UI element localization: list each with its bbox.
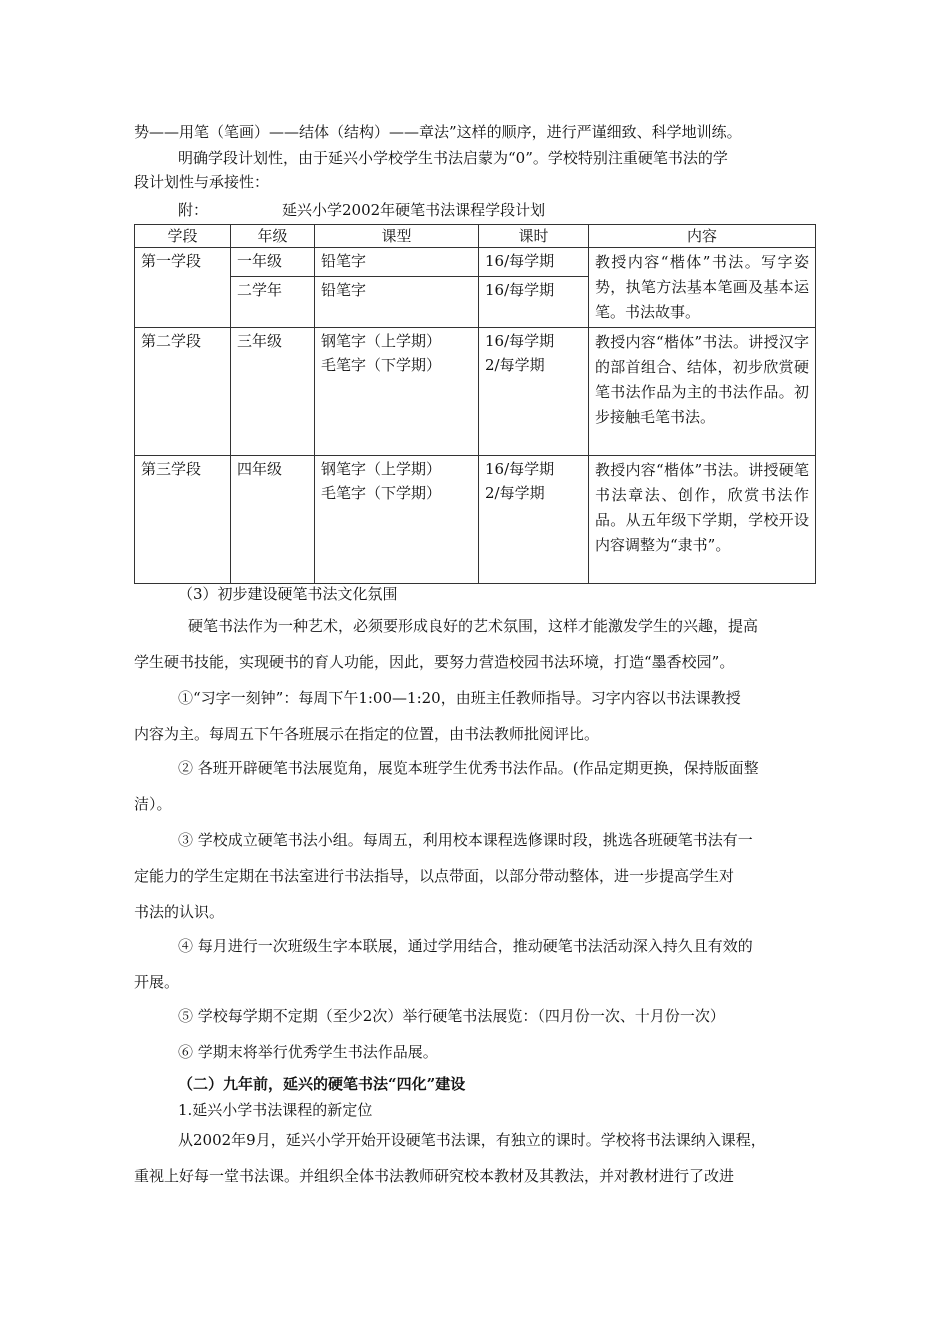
cell-hours: 16/每学期 2/每学期 xyxy=(479,328,589,456)
paragraph-line: 定能力的学生定期在书法室进行书法指导，以点带面，以部分带动整体，进一步提高学生对 xyxy=(134,867,735,885)
paragraph-line: 明确学段计划性，由于延兴小学校学生书法启蒙为“0”。学校特别注重硬笔书法的学 xyxy=(178,149,728,167)
table-header-row xyxy=(135,225,816,248)
cell-stage: 第二学段 xyxy=(135,328,231,456)
cell-grade: 二学年 xyxy=(231,276,315,327)
cell-grade: 一年级 xyxy=(231,248,315,277)
paragraph-line: 内容为主。每周五下午各班展示在指定的位置，由书法教师批阅评比。 xyxy=(134,725,600,743)
table-row xyxy=(135,456,816,584)
list-item: ⑥ 学期末将举行优秀学生书法作品展。 xyxy=(178,1043,438,1061)
cell-stage: 第一学段 xyxy=(135,248,231,328)
header-hours: 课时 xyxy=(479,225,589,248)
header-stage: 学段 xyxy=(135,225,231,248)
cell-content: 教授内容“楷体”书法。写字姿势，执笔方法基本笔画及基本运笔。书法故事。 xyxy=(589,248,816,328)
list-item: ①“习字一刻钟”：每周下午1:00—1:20，由班主任教师指导。习字内容以书法课教授 xyxy=(178,689,741,707)
header-grade: 年级 xyxy=(231,225,315,248)
subsection-heading: 1.延兴小学书法课程的新定位 xyxy=(178,1101,373,1119)
paragraph-line: 洁）。 xyxy=(134,795,172,813)
section-heading: （3）初步建设硬笔书法文化氛围 xyxy=(178,585,398,603)
cell-type: 铅笔字 xyxy=(315,276,479,327)
cell-grade: 三年级 xyxy=(231,328,315,456)
course-plan-table xyxy=(134,224,816,584)
cell-content: 教授内容“楷体”书法。讲授汉字的部首组合、结体，初步欣赏硬笔书法作品为主的书法作品。初步接触毛笔书法。 xyxy=(589,328,816,456)
paragraph-line: 段计划性与承接性： xyxy=(134,173,270,191)
cell-type: 钢笔字（上学期） 毛笔字（下学期） xyxy=(315,328,479,456)
paragraph-line: 硬笔书法作为一种艺术，必须要形成良好的艺术氛围，这样才能激发学生的兴趣，提高 xyxy=(188,617,759,635)
header-type: 课型 xyxy=(315,225,479,248)
appendix-label: 附： xyxy=(178,201,209,219)
paragraph-line: 从2002年9月，延兴小学开始开设硬笔书法课，有独立的课时。学校将书法课纳入课程， xyxy=(178,1131,766,1149)
list-item: ⑤ 学校每学期不定期（至少2次）举行硬笔书法展览：（四月份一次、十月份一次） xyxy=(178,1007,725,1025)
paragraph-line: 书法的认识。 xyxy=(134,903,225,921)
list-item: ③ 学校成立硬笔书法小组。每周五，利用校本课程选修课时段，挑选各班硬笔书法有一 xyxy=(178,831,753,849)
table-row xyxy=(135,248,816,277)
paragraph-line: 学生硬书技能，实现硬书的育人功能，因此，要努力营造校园书法环境，打造“墨香校园”。 xyxy=(134,653,735,671)
section-heading: （二）九年前，延兴的硬笔书法“四化”建设 xyxy=(178,1075,466,1093)
table-title: 延兴小学2002年硬笔书法课程学段计划 xyxy=(282,201,546,219)
cell-content: 教授内容“楷体”书法。讲授硬笔书法章法、创作，欣赏书法作品。从五年级下学期，学校开设内容调整为“隶书”。 xyxy=(589,456,816,584)
list-item: ② 各班开辟硬笔书法展览角，展览本班学生优秀书法作品。(作品定期更换，保持版面整 xyxy=(178,759,759,777)
cell-hours: 16/每学期 2/每学期 xyxy=(479,456,589,584)
paragraph-line: 势——用笔（笔画）——结体（结构）——章法”这样的顺序，进行严谨细致、科学地训练。 xyxy=(134,123,742,141)
cell-type: 钢笔字（上学期） 毛笔字（下学期） xyxy=(315,456,479,584)
header-content: 内容 xyxy=(589,225,816,248)
cell-hours: 16/每学期 xyxy=(479,276,589,327)
list-item: ④ 每月进行一次班级生字本联展，通过学用结合，推动硬笔书法活动深入持久且有效的 xyxy=(178,937,753,955)
cell-type: 铅笔字 xyxy=(315,248,479,277)
table-row xyxy=(135,328,816,456)
paragraph-line: 开展。 xyxy=(134,973,180,991)
cell-grade: 四年级 xyxy=(231,456,315,584)
cell-hours: 16/每学期 xyxy=(479,248,589,277)
paragraph-line: 重视上好每一堂书法课。并组织全体书法教师研究校本教材及其教法，并对教材进行了改进 xyxy=(134,1167,735,1185)
cell-stage: 第三学段 xyxy=(135,456,231,584)
